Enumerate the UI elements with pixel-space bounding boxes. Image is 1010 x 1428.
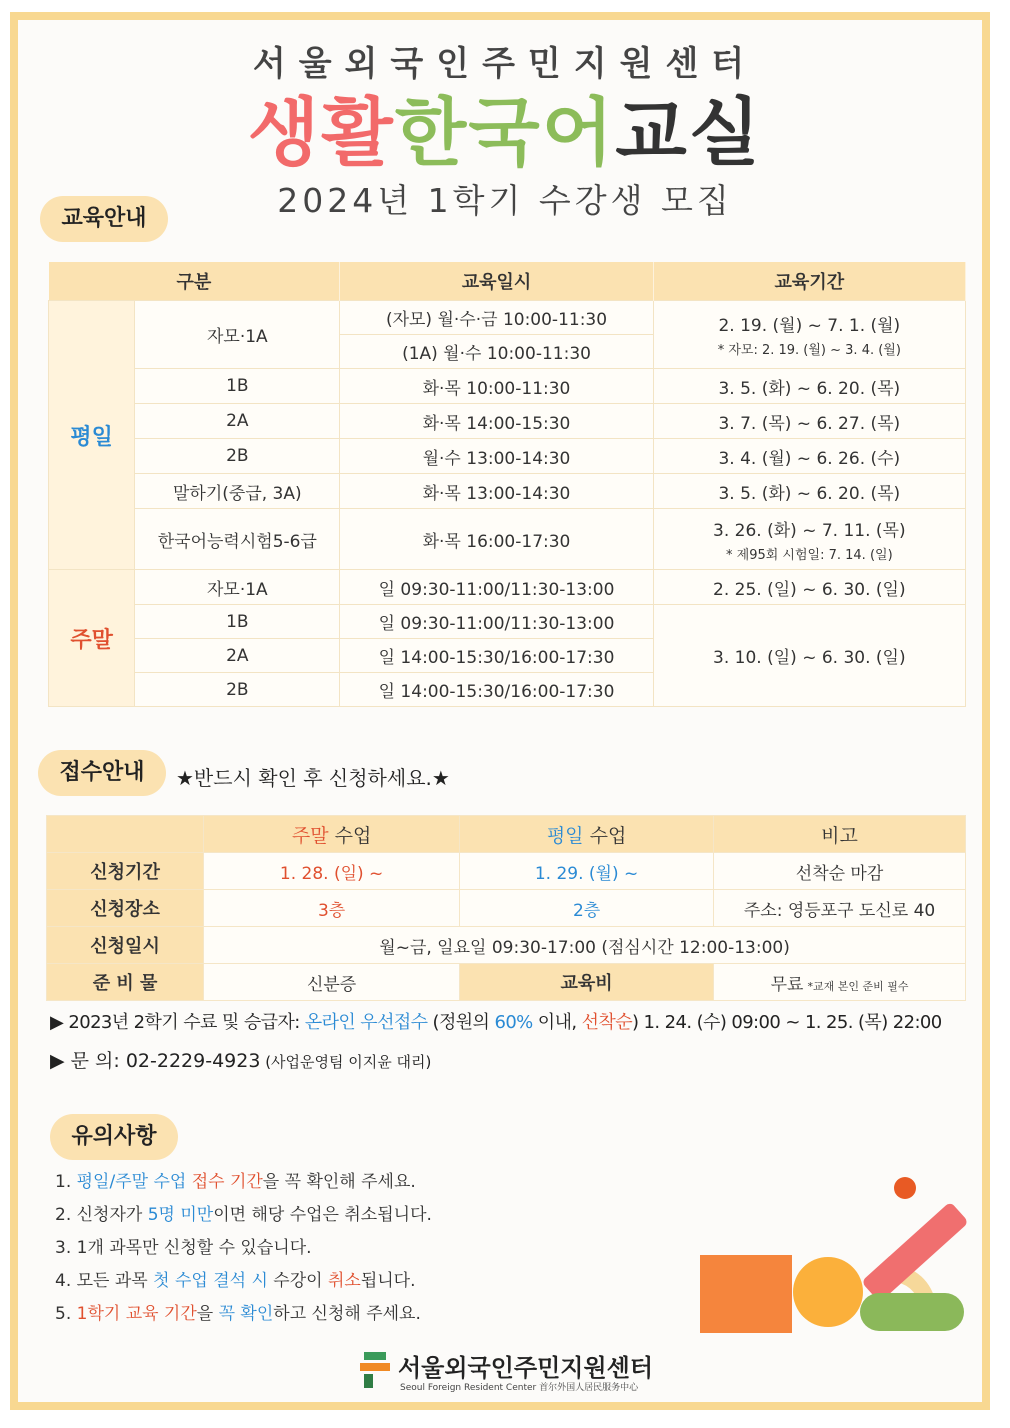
note-highlight: 취소 <box>327 1271 361 1291</box>
note-text: 수강이 <box>267 1271 328 1291</box>
note-highlight: 평일/주말 수업 <box>76 1172 187 1192</box>
class-name: 말하기(중급, 3A) <box>135 474 340 509</box>
header-period: 교육기간 <box>653 262 965 301</box>
note-text: 을 꼭 확인해 주세요. <box>262 1172 416 1192</box>
note-text: 을 <box>196 1304 219 1324</box>
footer-org-en: Seoul Foreign Resident Center <box>400 1383 537 1393</box>
class-period: 3. 5. (화) ~ 6. 20. (목) <box>653 369 965 404</box>
decorative-shapes <box>690 1170 980 1340</box>
note-highlight: 접수 기간 <box>191 1172 263 1192</box>
footer-org-name: 서울외국인주민지원센터 <box>398 1354 654 1382</box>
table-row <box>49 474 966 509</box>
subtitle: 2024년 1학기 수강생 모집 <box>277 181 733 220</box>
note-text: 1. <box>55 1172 77 1192</box>
weekend-label: 주말 <box>49 570 135 707</box>
class-time: 화·목 10:00-11:30 <box>340 369 653 404</box>
table-row <box>49 509 966 570</box>
orange-square-shape <box>700 1255 792 1333</box>
contact-info <box>50 1046 431 1073</box>
contact-person: (사업운영팀 이지윤 대리) <box>260 1053 432 1071</box>
info-text: ▶ 2023년 2학기 수료 및 승급자: <box>50 1012 305 1033</box>
main-title <box>0 88 1010 178</box>
weekday-place: 2층 <box>460 890 714 927</box>
class-period <box>653 509 965 570</box>
class-time: (자모) 월·수·금 10:00-11:30 <box>340 301 653 335</box>
class-name: 2A <box>135 639 340 673</box>
priority-registration-info <box>50 1008 942 1034</box>
period-note: * 자모: 2. 19. (월) ~ 3. 4. (월) <box>717 343 901 358</box>
notes-section-pill: 유의사항 <box>50 1114 178 1160</box>
class-name: 2B <box>135 439 340 474</box>
fee-note: *교재 본인 준비 필수 <box>807 979 909 993</box>
note-text: 2. 신청자가 <box>55 1205 148 1225</box>
info-highlight: 온라인 우선접수 <box>304 1012 428 1033</box>
registration-table <box>46 815 966 1001</box>
row-label: 신청일시 <box>47 927 204 964</box>
class-period: 2. 25. (일) ~ 6. 30. (일) <box>653 570 965 605</box>
col-weekend <box>204 816 460 853</box>
weekend-period: 1. 28. (일) ~ <box>204 853 460 890</box>
class-time: 월·수 13:00-14:30 <box>340 439 653 474</box>
period-text: 3. 26. (화) ~ 7. 11. (목) <box>713 520 906 541</box>
period-text: 2. 19. (월) ~ 7. 1. (월) <box>718 316 901 336</box>
note-text: 하고 신청해 주세요. <box>273 1304 421 1324</box>
edu-section-pill: 교육안내 <box>40 196 168 242</box>
note-text: 이면 해당 수업은 취소됩니다. <box>213 1205 432 1225</box>
class-period: 3. 7. (목) ~ 6. 27. (목) <box>653 404 965 439</box>
address: 주소: 영등포구 도신로 40 <box>714 890 966 927</box>
col-weekday <box>460 816 714 853</box>
footer-org-subtitle <box>400 1380 638 1393</box>
class-name: 한국어능력시험5-6급 <box>135 509 340 570</box>
period-note: 선착순 마감 <box>714 853 966 890</box>
header-schedule: 교육일시 <box>340 262 653 301</box>
class-period: 3. 4. (월) ~ 6. 26. (수) <box>653 439 965 474</box>
weekday-label: 평일 <box>49 301 135 570</box>
col-weekend-suffix: 수업 <box>328 824 372 847</box>
note-text: 됩니다. <box>360 1271 416 1291</box>
class-time: 일 09:30-11:00/11:30-13:00 <box>340 605 653 639</box>
corner-cell <box>47 816 204 853</box>
class-period <box>653 301 965 369</box>
reg-notice: ★반드시 확인 후 신청하세요.★ <box>176 766 450 790</box>
reg-section-pill: 접수안내 <box>38 750 166 796</box>
list-item <box>55 1298 432 1331</box>
col-note: 비고 <box>714 816 966 853</box>
table-row <box>49 570 966 605</box>
table-row <box>49 439 966 474</box>
period-note: * 제95회 시험일: 7. 14. (일) <box>726 547 893 563</box>
class-name: 2A <box>135 404 340 439</box>
list-item <box>55 1166 432 1199</box>
col-weekday-suffix: 수업 <box>583 824 627 847</box>
col-weekday-label: 평일 <box>546 824 584 847</box>
row-label: 준 비 물 <box>47 964 204 1001</box>
weekend-place: 3층 <box>204 890 460 927</box>
class-time: (1A) 월·수 10:00-11:30 <box>340 335 653 369</box>
class-name: 2B <box>135 673 340 707</box>
table-row <box>47 816 966 853</box>
class-name: 1B <box>135 605 340 639</box>
class-name: 1B <box>135 369 340 404</box>
prep-items: 신분증 <box>204 964 460 1001</box>
class-time: 화·목 13:00-14:30 <box>340 474 653 509</box>
table-row <box>47 927 966 964</box>
footer-org-cn: 首尔外国人居民服务中心 <box>539 1383 639 1393</box>
center-logo-icon <box>360 1352 390 1390</box>
reg-hours: 월~금, 일요일 09:30-17:00 (점심시간 12:00-13:00) <box>204 927 966 964</box>
table-row <box>47 853 966 890</box>
table-row <box>49 605 966 639</box>
note-highlight: 첫 수업 결석 시 <box>153 1271 268 1291</box>
title-part-1: 생활 <box>247 90 395 176</box>
table-row <box>49 404 966 439</box>
weekday-period: 1. 29. (월) ~ <box>460 853 714 890</box>
info-text: (정원의 <box>427 1012 495 1033</box>
table-row <box>47 890 966 927</box>
table-header-row <box>49 262 966 301</box>
header-category: 구분 <box>49 262 340 301</box>
info-text: 이내, <box>532 1012 582 1033</box>
class-time: 화·목 16:00-17:30 <box>340 509 653 570</box>
row-label: 신청장소 <box>47 890 204 927</box>
row-label: 신청기간 <box>47 853 204 890</box>
info-highlight: 60% <box>494 1012 533 1033</box>
table-row <box>49 301 966 335</box>
fee-cell <box>714 964 966 1001</box>
class-time: 일 14:00-15:30/16:00-17:30 <box>340 673 653 707</box>
title-part-2: 한국어 <box>394 90 616 176</box>
table-row <box>49 369 966 404</box>
info-highlight: 선착순 <box>581 1012 633 1033</box>
fee-label: 교육비 <box>460 964 714 1001</box>
red-dot-shape <box>894 1177 916 1199</box>
class-time: 일 09:30-11:00/11:30-13:00 <box>340 570 653 605</box>
notes-list <box>55 1166 432 1331</box>
class-name: 자모·1A <box>135 301 340 369</box>
class-name: 자모·1A <box>135 570 340 605</box>
title-part-3: 교실 <box>615 90 763 176</box>
org-title: 서울외국인주민지원센터 <box>252 44 758 84</box>
fee-value: 무료 <box>770 974 804 995</box>
class-period: 3. 10. (일) ~ 6. 30. (일) <box>653 605 965 707</box>
note-highlight: 1학기 교육 기간 <box>76 1304 197 1324</box>
col-weekend-label: 주말 <box>291 824 329 847</box>
info-text: ) 1. 24. (수) 09:00 ~ 1. 25. (목) 22:00 <box>632 1012 942 1033</box>
list-item <box>55 1199 432 1232</box>
table-row <box>47 964 966 1001</box>
note-text: 5. <box>55 1304 77 1324</box>
note-text: 4. 모든 과목 <box>55 1271 154 1291</box>
note-highlight: 5명 미만 <box>147 1205 214 1225</box>
list-item <box>55 1265 432 1298</box>
class-time: 일 14:00-15:30/16:00-17:30 <box>340 639 653 673</box>
note-highlight: 꼭 확인 <box>218 1304 274 1324</box>
list-item: 3. 1개 과목만 신청할 수 있습니다. <box>55 1238 312 1258</box>
yellow-circle-shape <box>793 1257 863 1327</box>
class-period: 3. 5. (화) ~ 6. 20. (목) <box>653 474 965 509</box>
contact-phone: ▶ 문 의: 02-2229-4923 <box>50 1050 261 1072</box>
class-time: 화·목 14:00-15:30 <box>340 404 653 439</box>
green-pill-shape <box>860 1293 964 1331</box>
education-table <box>48 262 966 707</box>
